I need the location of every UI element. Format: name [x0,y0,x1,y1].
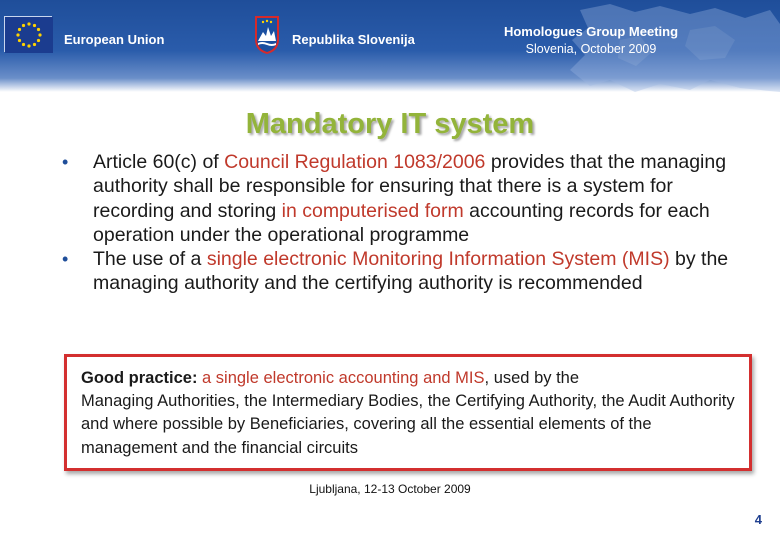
meeting-subtitle: Slovenia, October 2009 [525,42,657,56]
bullet-dot-icon: • [62,152,69,172]
good-practice-text: Managing Authorities, the Intermediary Bodies, the Certifying Authority, the Audit Authority and where possible by Beneficiaries, covering all the essential elements of the management and the financial circuits [81,392,735,457]
bullet-item [62,150,732,247]
good-practice-first-line: Good practice: a single electronic accounting and MIS, used by the [81,369,580,387]
bullet-list [62,150,732,296]
slide-title: Mandatory IT system [245,108,535,140]
footer-location-date: Ljubljana, 12-13 October 2009 [309,482,471,496]
bullet-item [62,247,732,296]
eu-flag-icon [4,16,52,52]
bullet-text: Article 60(c) of Council Regulation 1083/2006 provides that the managing authority shall be responsible for ensuring that there is a system for recording and storing in computerised form accounting records for each operation under the operational programme [93,151,727,246]
meeting-title: Homologues Group Meeting [503,24,679,39]
header-banner [0,0,780,92]
bullet-text: The use of a single electronic Monitoring Information System (MIS) by the managing authority and the certifying authority is recommended [93,248,729,295]
slovenia-label: Republika Slovenija [292,32,415,47]
page-number: 4 [754,512,762,527]
slovenia-coat-of-arms-icon [254,15,280,55]
good-practice-box [64,354,752,471]
eu-label: European Union [64,32,165,47]
bullet-dot-icon: • [62,249,69,270]
